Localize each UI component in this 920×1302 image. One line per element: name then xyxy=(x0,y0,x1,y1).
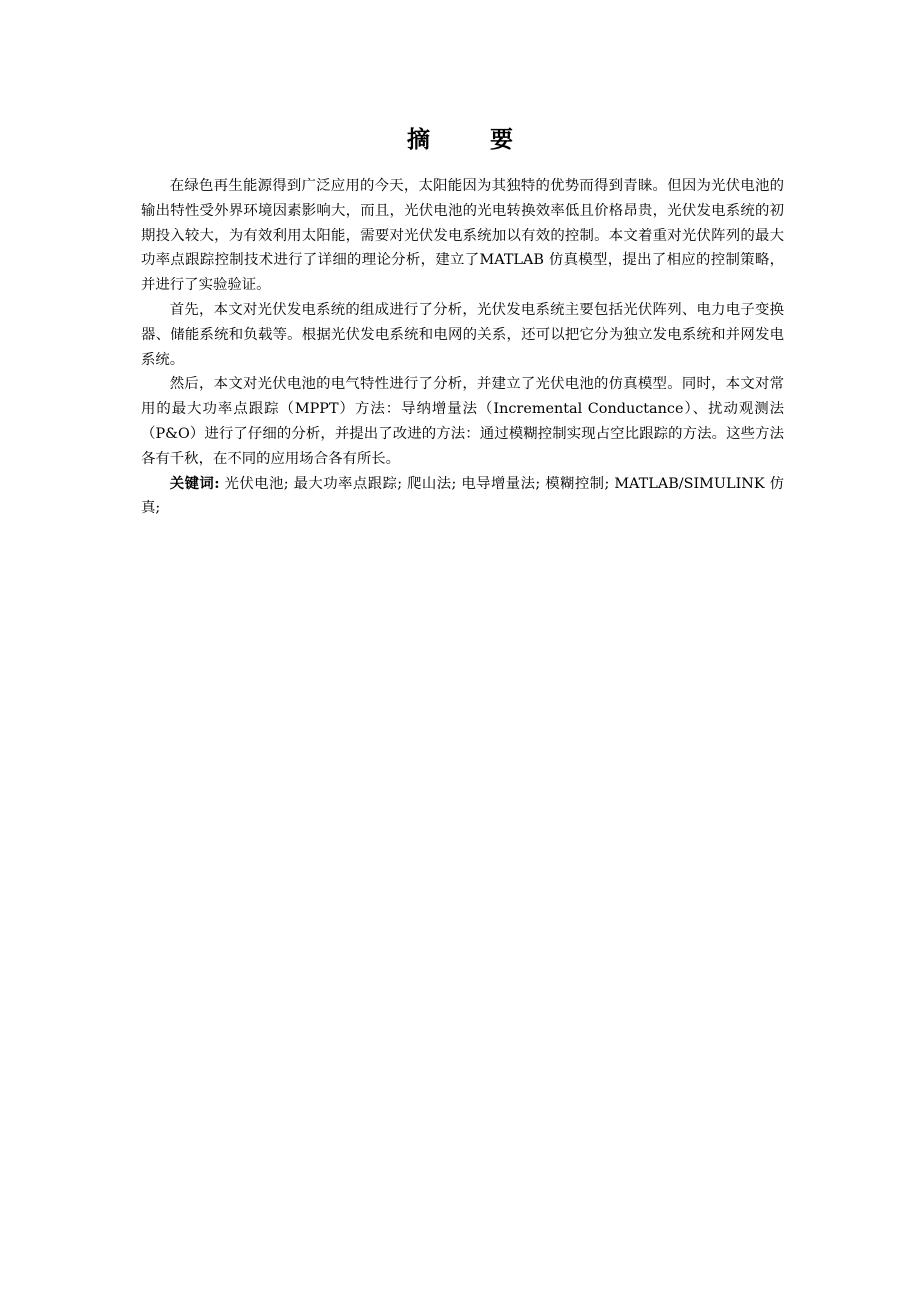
abstract-paragraph-3: 然后，本文对光伏电池的电气特性进行了分析，并建立了光伏电池的仿真模型。同时，本文对常用的最大功率点跟踪（MPPT）方法：导纳增量法（Incremental Conductance）、扰动观测法（P&O）进行了仔细的分析，并提出了改进的方法：通过模糊控制实现占空比跟踪的方法。这些方法各有千秋，在不同的应用场合各有所长。 xyxy=(141,376,784,467)
abstract-paragraph-2: 首先，本文对光伏发电系统的组成进行了分析，光伏发电系统主要包括光伏阵列、电力电子变换器、储能系统和负载等。根据光伏发电系统和电网的关系，还可以把它分为独立发电系统和并网发电系统。 xyxy=(141,301,784,368)
keywords-line xyxy=(141,472,784,522)
abstract-body xyxy=(141,174,784,521)
keywords-label: 关键词: xyxy=(169,474,220,492)
abstract-paragraph-1: 在绿色再生能源得到广泛应用的今天，太阳能因为其独特的优势而得到青睐。但因为光伏电池的输出特性受外界环境因素影响大，而且，光伏电池的光电转换效率低且价格昂贵，光伏发电系统的初期投入较大，为有效利用太阳能，需要对光伏发电系统加以有效的控制。本文着重对光伏阵列的最大功率点跟踪控制技术进行了详细的理论分析，建立了MATLAB 仿真模型，提出了相应的控制策略，并进行了实验验证。 xyxy=(141,178,784,294)
abstract-title: 摘 要 xyxy=(406,126,539,153)
keywords-text: 光伏电池; 最大功率点跟踪; 爬山法; 电导增量法; 模糊控制; MATLAB/SIMULINK 仿真; xyxy=(141,475,785,517)
